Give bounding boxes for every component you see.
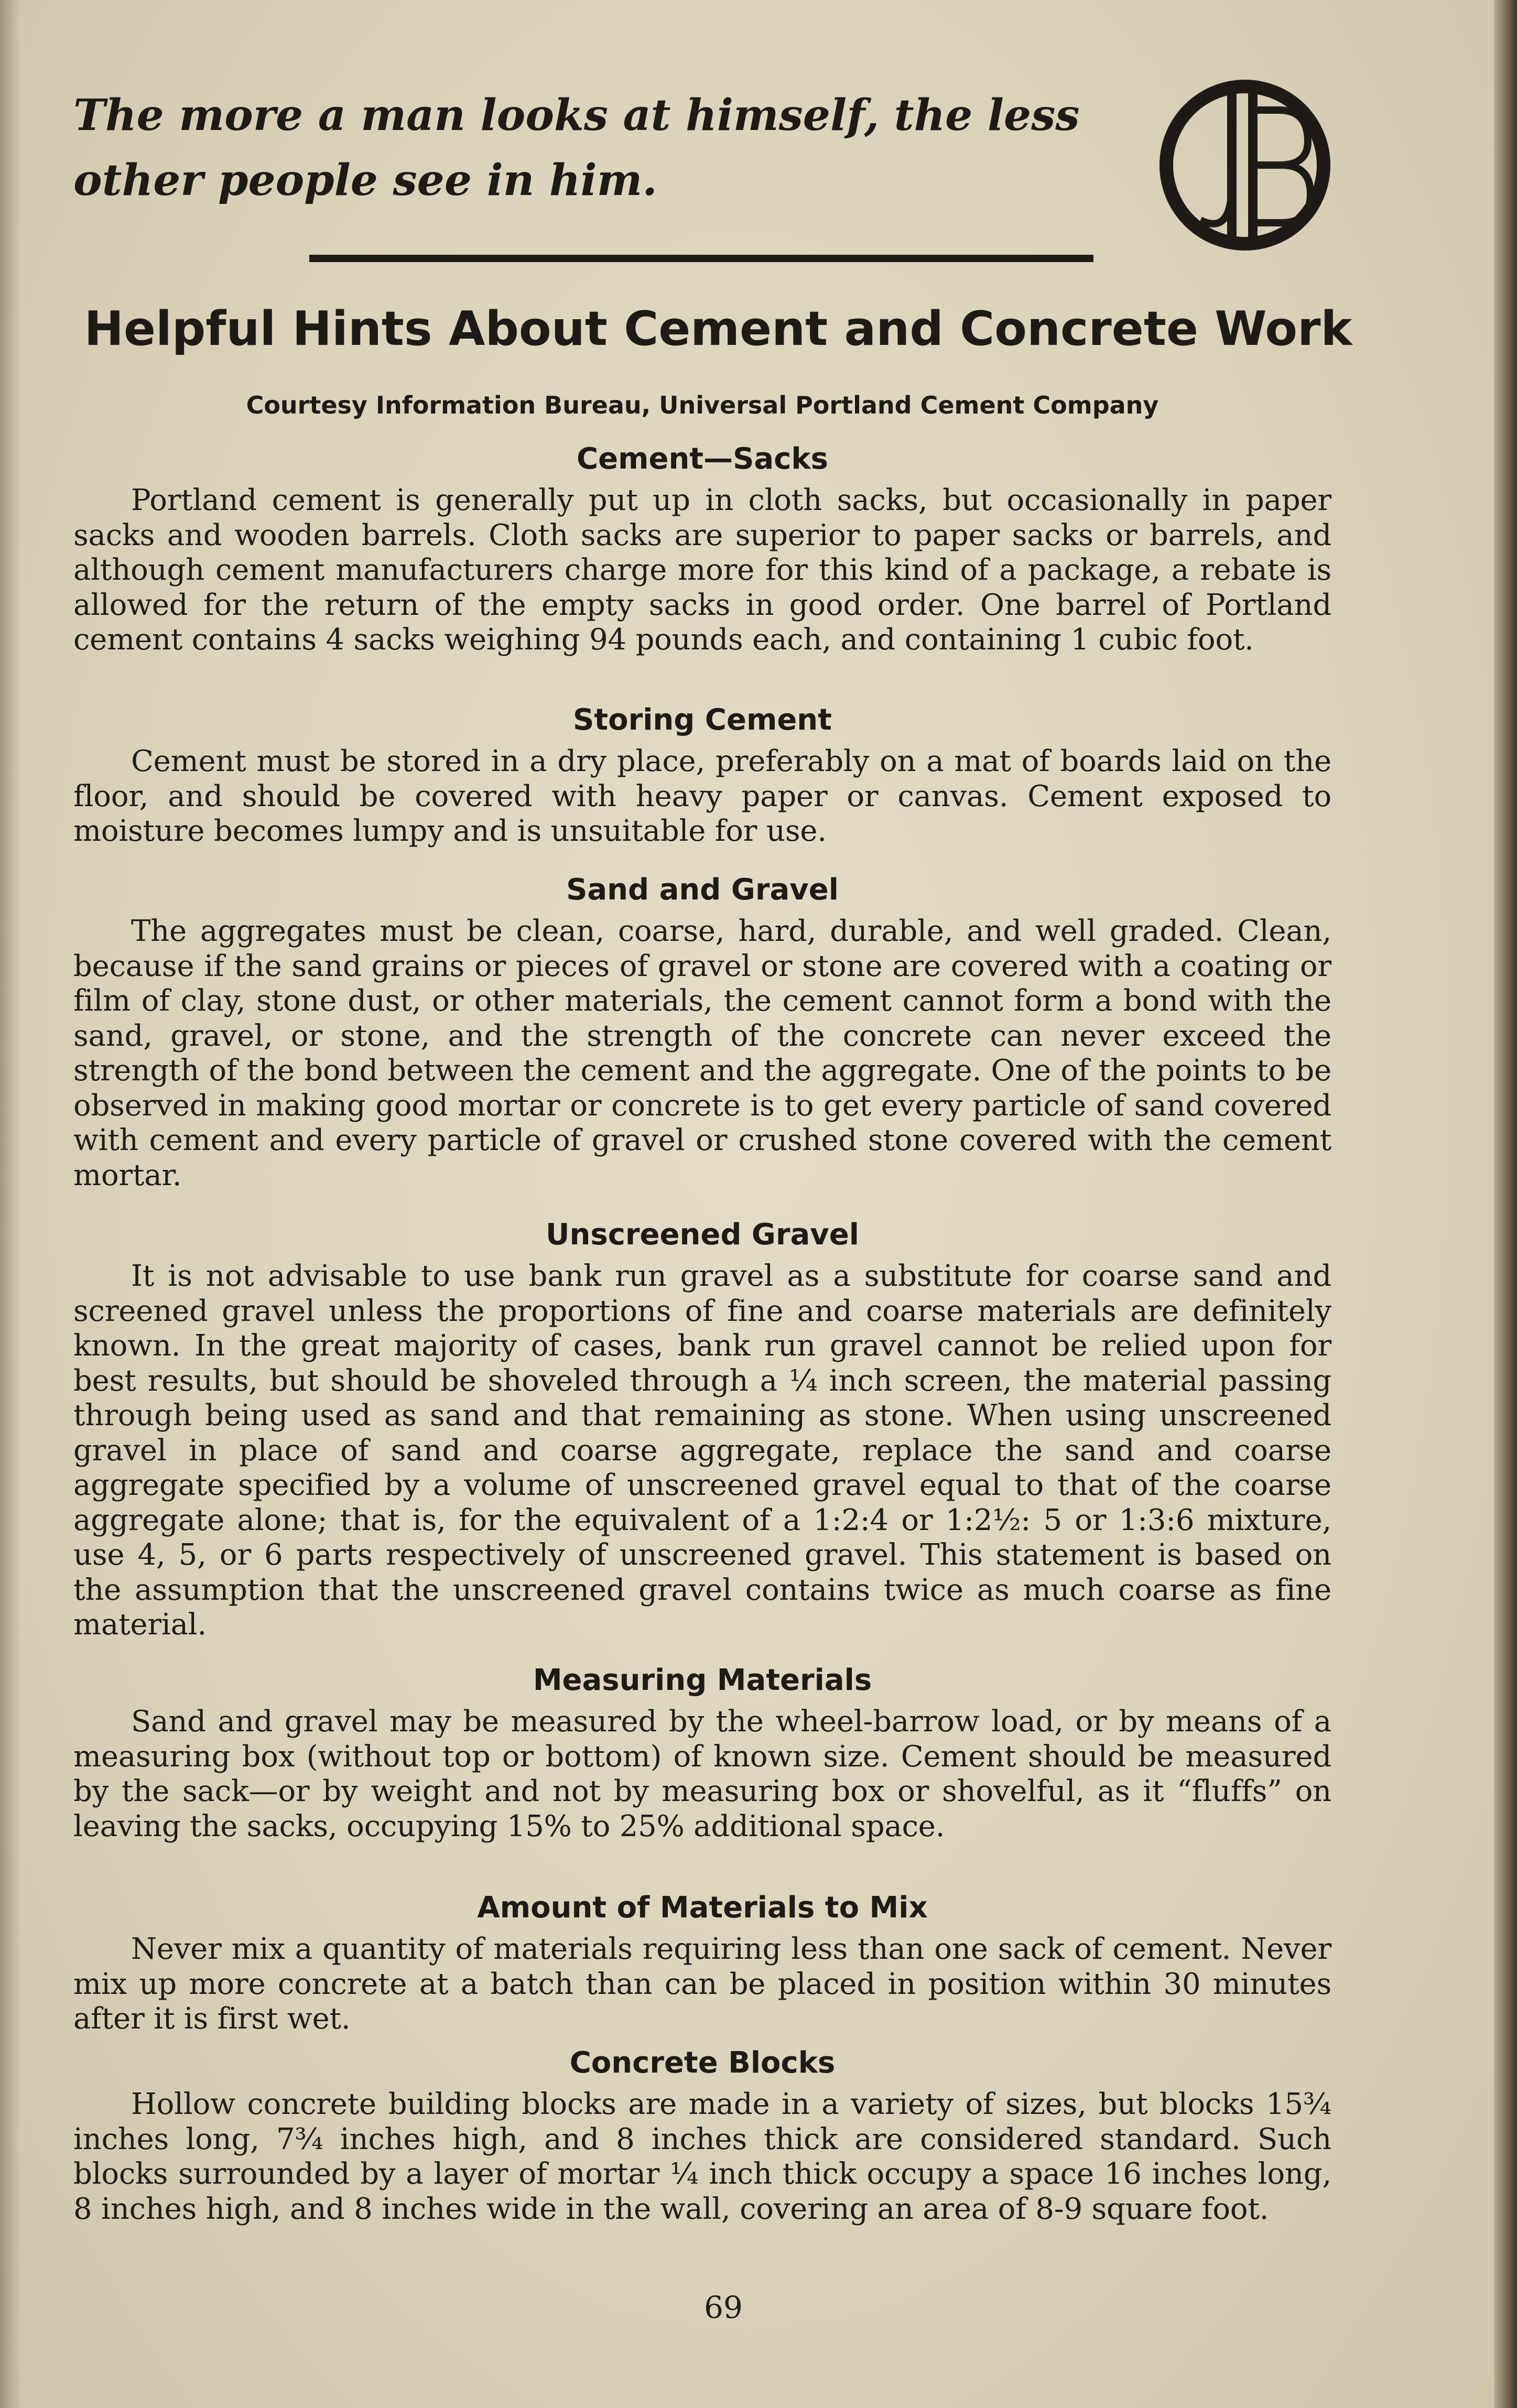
page-number: 69	[704, 2290, 743, 2325]
section-heading: Concrete Blocks	[569, 2046, 836, 2080]
section-measuring-materials	[73, 1661, 1331, 1844]
monogram-logo	[1158, 79, 1331, 252]
section-body: The aggregates must be clean, coarse, hard, durable, and well graded. Clean, because if the sand grains or pieces of gravel or stone are covered with a coating or film of clay, stone dust, or other materials, the cement cannot form a bond with the sand, gravel, or stone, and the strength of the concrete can never exceed the strength of the bond between the cement and the aggregate. One of the points to be observed in making good mortar or concrete is to get every particle of sand covered with cement and every particle of gravel or crushed stone covered with the cement mortar.	[73, 914, 1331, 1192]
section-heading: Unscreened Gravel	[546, 1218, 859, 1252]
section-heading: Amount of Materials to Mix	[477, 1891, 928, 1925]
section-body: Portland cement is generally put up in cloth sacks, but occasionally in paper sacks and wooden barrels. Cloth sacks are superior to paper sacks or barrels, and although cement manufacturers charge more for this kind of a package, a rebate is allowed for the return of the empty sacks in good order. One barrel of Portland cement contains 4 sacks weighing 94 pounds each, and containing 1 cubic foot.	[73, 483, 1331, 657]
section-sand-and-gravel	[73, 870, 1331, 1193]
section-body: Hollow concrete building blocks are made in a variety of sizes, but blocks 15¾ inches long, 7¾ inches high, and 8 inches thick are considered standard. Such blocks surrounded by a layer of mortar ¼ inch thick occupy a space 16 inches long, 8 inches high, and 8 inches wide in the wall, covering an area of 8-9 square foot.	[73, 2087, 1331, 2226]
section-cement-sacks	[73, 439, 1331, 658]
section-heading: Storing Cement	[573, 703, 832, 737]
section-heading: Measuring Materials	[533, 1663, 872, 1697]
page-edge	[1494, 0, 1517, 2408]
section-heading: Cement—Sacks	[577, 442, 828, 476]
section-unscreened-gravel	[73, 1215, 1331, 1643]
page-title: Helpful Hints About Cement and Concrete Work	[84, 301, 1352, 356]
quote-text: The more a man looks at himself, the less other people see in him.	[73, 90, 1080, 205]
courtesy-line: Courtesy Information Bureau, Universal Portland Cement Company	[246, 391, 1159, 419]
horizontal-rule	[309, 255, 1093, 262]
binding-shadow	[0, 0, 21, 2408]
section-storing-cement	[73, 700, 1331, 849]
section-body: Cement must be stored in a dry place, preferably on a mat of boards laid on the floor, and should be covered with heavy paper or canvas. Cement exposed to moisture becomes lumpy and is unsuitable for use.	[73, 744, 1331, 848]
section-amount-to-mix	[73, 1888, 1331, 2037]
section-body: Never mix a quantity of materials requiring less than one sack of cement. Never mix up more concrete at a batch than can be placed in position within 30 minutes after it is first wet.	[73, 1932, 1331, 2036]
section-concrete-blocks	[73, 2043, 1331, 2227]
section-body: It is not advisable to use bank run gravel as a substitute for coarse sand and screened gravel unless the proportions of fine and coarse materials are definitely known. In the great majority of cases, bank run gravel cannot be relied upon for best results, but should be shoveled through a ¼ inch screen, the material passing through being used as sand and that remaining as stone. When using unscreened gravel in place of sand and coarse aggregate, replace the sand and coarse aggregate specified by a volume of unscreened gravel equal to that of the coarse aggregate alone; that is, for the equivalent of a 1:2:4 or 1:2½: 5 or 1:3:6 mixture, use 4, 5, or 6 parts respectively of unscreened gravel. This statement is based on the assumption that the unscreened gravel contains twice as much coarse as fine material.	[73, 1259, 1331, 1642]
section-heading: Sand and Gravel	[566, 873, 839, 907]
section-body: Sand and gravel may be measured by the wheel-barrow load, or by means of a measuring box (without top or bottom) of known size. Cement should be measured by the sack—or by weight and not by measuring box or shovelful, as it “fluffs” on leaving the sacks, occupying 15% to 25% additional space.	[73, 1705, 1331, 1843]
